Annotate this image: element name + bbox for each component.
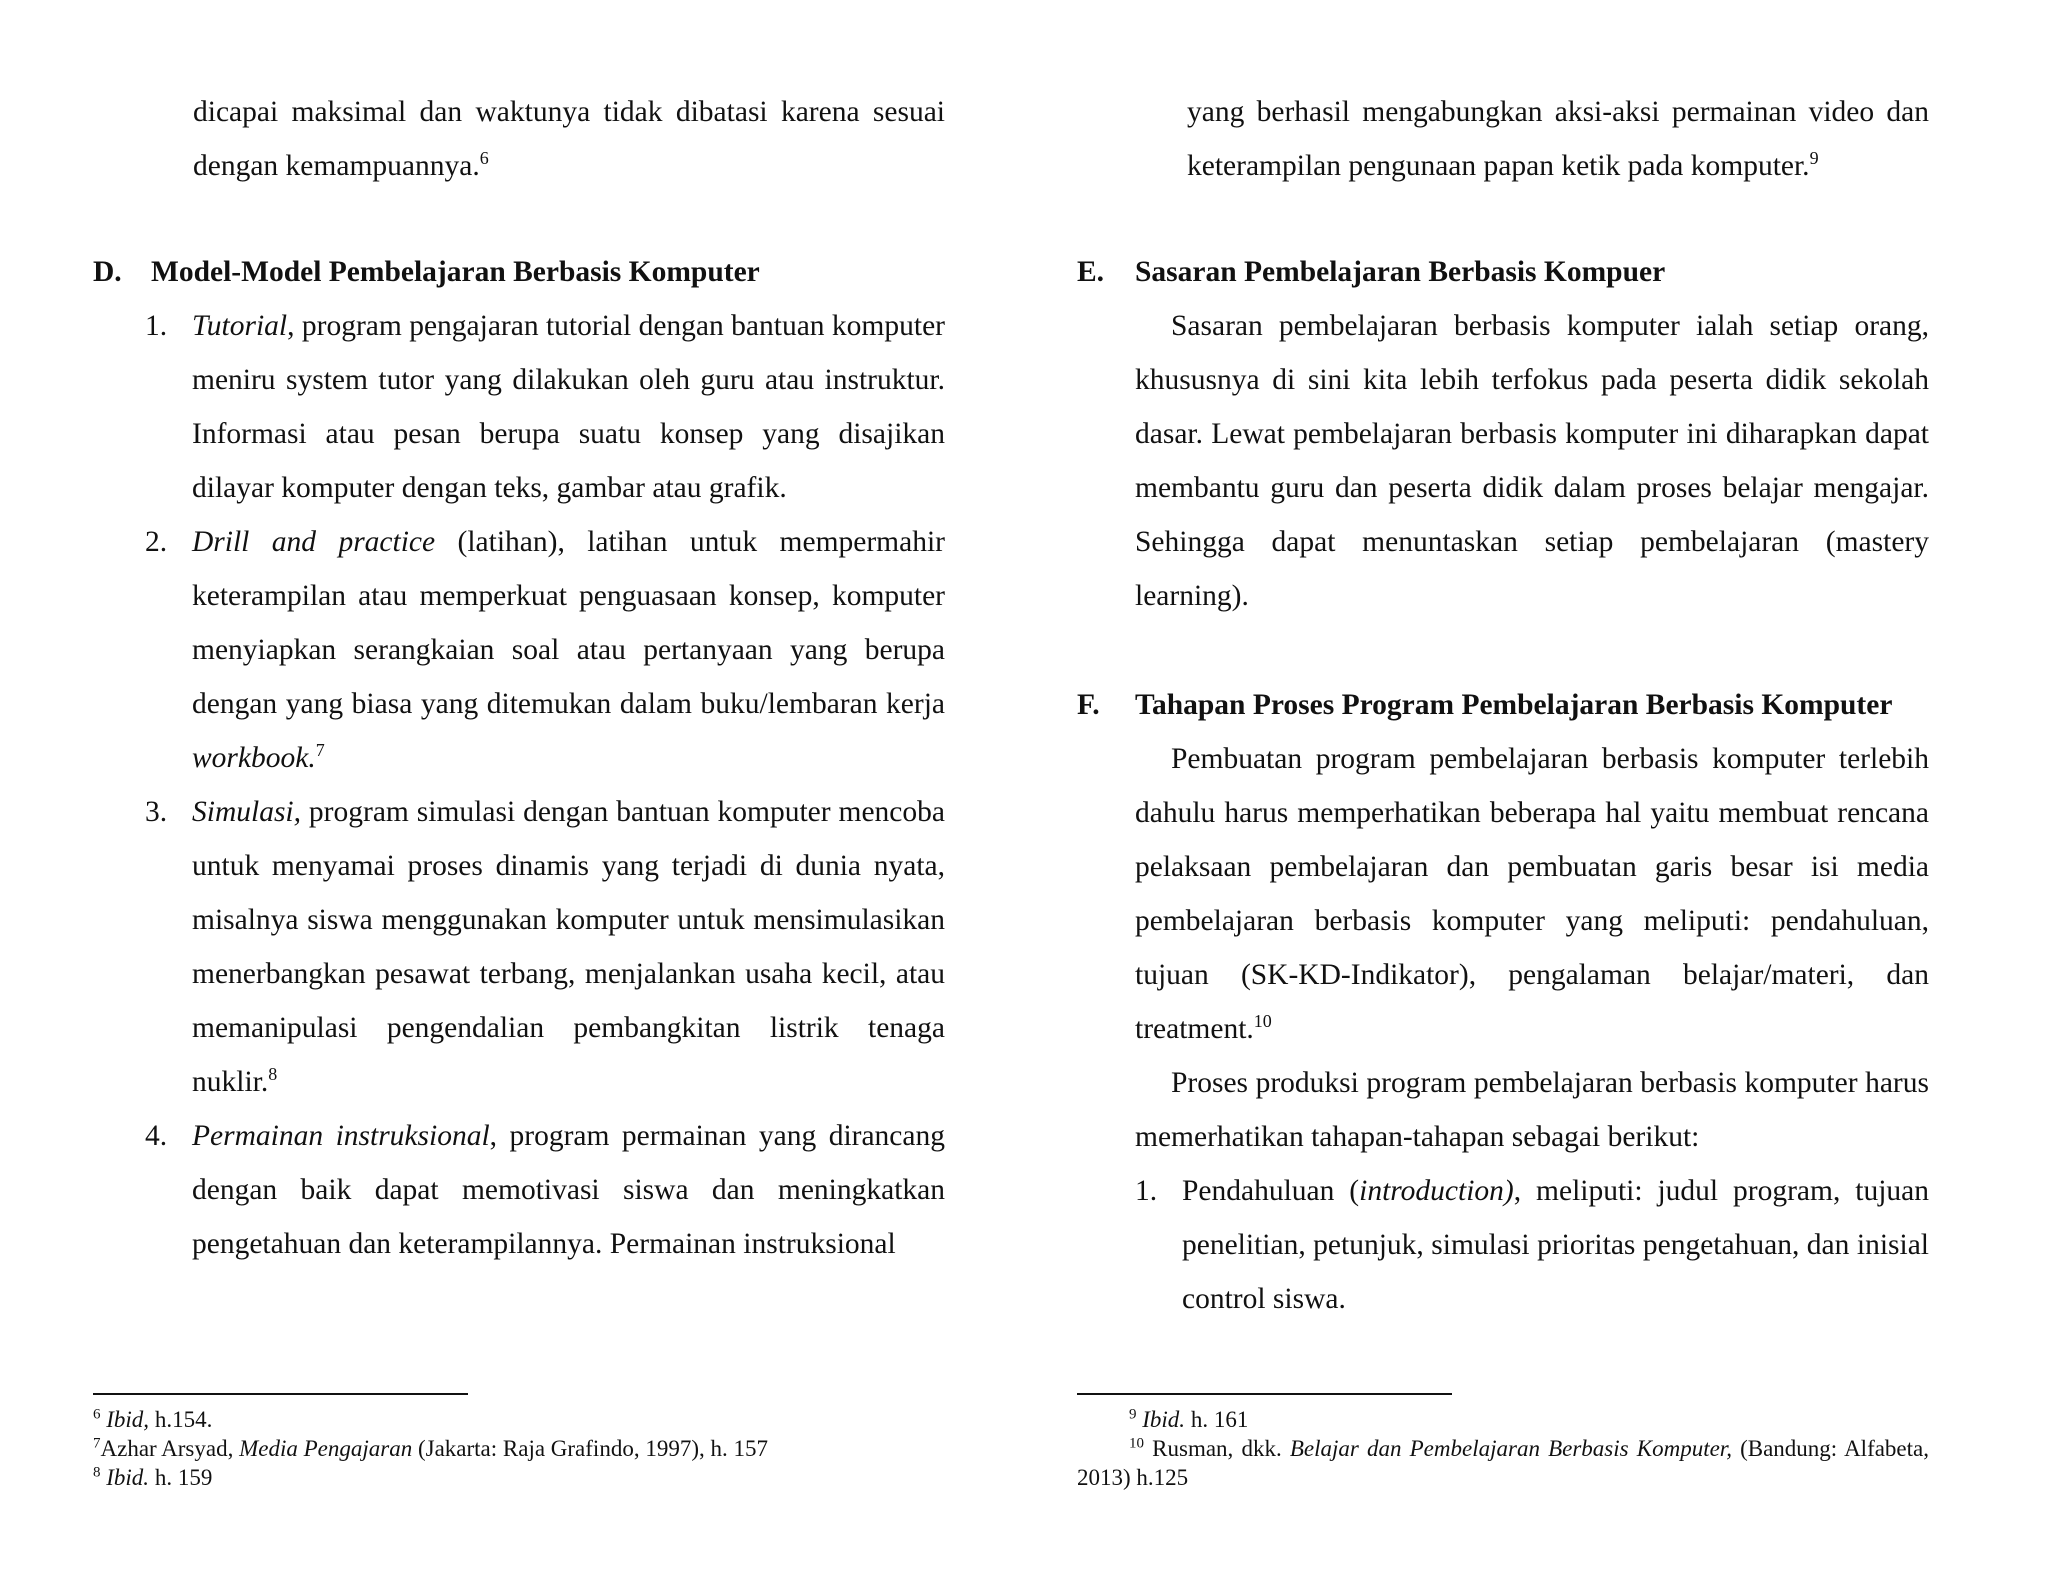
section-e [1077,245,1929,623]
section-heading: F. Tahapan Proses Program Pembelajaran Berbasis Komputer [1077,678,1929,732]
section-d [93,245,945,1271]
list-item: 3. Simulasi, program simulasi dengan bantuan komputer mencoba untuk menyamai proses dinamis yang terjadi di dunia nyata, misalnya siswa menggunakan komputer untuk mensimulasikan menerbangkan pesawat terbang, menjalankan usaha kecil, atau memanipulasi pengendalian pembangkitan listrik tenaga nuklir.$^8$ [145,796,945,1098]
list-item: 1. Tutorial, program pengajaran tutorial dengan bantuan komputer meniru system tutor yang dilakukan oleh guru atau instruktur. Informasi atau pesan berupa suatu konsep yang disajikan dilayar komputer dengan teks, gambar atau grafik. [145,310,945,504]
section-title: Tahapan Proses Program Pembelajaran Berbasis Komputer [1135,689,1893,721]
footnote-ref[interactable]: 8 [268,1064,278,1085]
footnote-ref[interactable]: 10 [1253,1011,1272,1032]
section-heading: D. Model-Model Pembelajaran Berbasis Komputer [93,245,945,299]
paragraph: Proses produksi program pembelajaran berbasis komputer harus memerhatikan tahapan-tahapan sebagai berikut: [1135,1067,1929,1153]
paragraph: Pembuatan program pembelajaran berbasis komputer terlebih dahulu harus memperhatikan beberapa hal yaitu membuat rencana pelaksaan pembelajaran dan pembuatan garis besar isi media pembelajaran berbasis komputer yang meliputi: pendahuluan, tujuan (SK-KD-Indikator), pengalaman belajar/materi, dan treatment.$^{10}$ [1135,743,1929,1045]
footnote-ref[interactable]: 7 [315,740,325,761]
footnote: $^6$ Ibid, h.154. [93,1406,213,1432]
footnotes [1077,1405,1929,1492]
stage-list [1077,1164,1929,1326]
footnote-divider [93,1393,468,1395]
model-list [93,299,945,1271]
footnote-ref[interactable]: 9 [1809,148,1819,169]
carryover-paragraph: dicapai maksimal dan waktunya tidak dibatasi karena sesuai dengan kemampuannya.$^6$ [193,96,945,182]
list-item: 1. Pendahuluan (introduction), meliputi: judul program, tujuan penelitian, petunjuk, simulasi prioritas pengetahuan, dan inisial control siswa. [1135,1175,1929,1315]
list-item: 4. Permainan instruksional, program permainan yang dirancang dengan baik dapat memotivasi siswa dan meningkatkan pengetahuan dan keterampilannya. Permainan instruksional [145,1120,945,1260]
section-f [1077,678,1929,1326]
list-item: 2. Drill and practice (latihan), latihan untuk mempermahir keterampilan atau memperkuat penguasaan konsep, komputer menyiapkan serangkaian soal atau pertanyaan yang berupa dengan yang biasa yang ditemukan dalam buku/lembaran kerja workbook.$^7$ [145,526,945,774]
section-title: Sasaran Pembelajaran Berbasis Kompuer [1135,256,1666,288]
paragraph: Sasaran pembelajaran berbasis komputer ialah setiap orang, khususnya di sini kita lebih terfokus pada peserta didik sekolah dasar. Lewat pembelajaran berbasis komputer ini diharapkan dapat membantu guru dan peserta didik dalam proses belajar mengajar. Sehingga dapat menuntaskan setiap pembelajaran (mastery learning). [1135,310,1929,612]
section-title: Model-Model Pembelajaran Berbasis Komputer [151,256,760,288]
footnote: $^{10}$ Rusman, dkk. Belajar dan Pembelajaran Berbasis Komputer, (Bandung: Alfabeta, 2013) h.125 [1077,1435,1929,1490]
footnote: $^7$Azhar Arsyad, Media Pengajaran (Jakarta: Raja Grafindo, 1997), h. 157 [93,1435,768,1461]
section-heading: E. Sasaran Pembelajaran Berbasis Kompuer [1077,245,1929,299]
footnotes [93,1405,945,1492]
footnote-divider [1077,1393,1452,1395]
footnote: $^8$ Ibid. h. 159 [93,1464,213,1490]
carryover-paragraph: yang berhasil mengabungkan aksi-aksi permainan video dan keterampilan pengunaan papan ketik pada komputer.$^9$ [1187,96,1929,182]
footnote-ref[interactable]: 6 [479,148,489,169]
footnote: $^9$ Ibid. h. 161 [1129,1406,1249,1432]
